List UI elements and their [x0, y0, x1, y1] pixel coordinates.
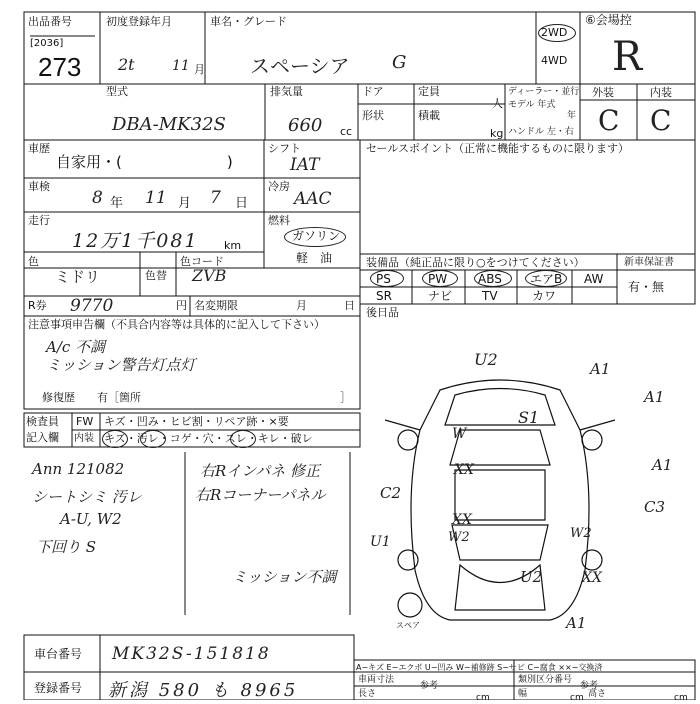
- recycle-label: R券: [28, 299, 47, 312]
- mark-a1-d: A1: [566, 614, 587, 632]
- inspector-label1: 検査員: [26, 415, 59, 428]
- model: DBA-MK32S: [112, 114, 226, 135]
- mark-a1-a: A1: [590, 360, 611, 378]
- cc-unit: cc: [340, 125, 353, 138]
- expiry-label: 名変期限: [194, 299, 238, 312]
- interior-grade: C: [650, 104, 672, 137]
- drive-4wd: 4WD: [541, 54, 568, 67]
- equip-airbag: エアB: [530, 272, 563, 286]
- repair-close: ］: [340, 391, 351, 404]
- inspector-label2: 記入欄: [26, 431, 59, 444]
- mark-a1-b: A1: [644, 388, 665, 406]
- mark-xx-b: XX: [452, 512, 472, 528]
- car-name-label: 車名・グレード: [210, 15, 287, 28]
- mark-w: W: [452, 426, 467, 442]
- insp-month: 11: [145, 188, 167, 208]
- sales-point-label: セールスポイント（正常に機能するものに限ります）: [366, 142, 630, 155]
- inspector-row2: キズ・汚レ・コゲ・穴・スレ・キレ・破レ: [104, 432, 313, 445]
- mark-c2: C2: [380, 484, 402, 502]
- shift-label: シフト: [268, 142, 301, 155]
- memo-left3: A-U, W2: [60, 510, 122, 528]
- equip-navi: ナビ: [428, 289, 453, 303]
- car-name: スペーシア: [250, 54, 350, 78]
- mark-u2-bottom: U2: [520, 568, 543, 586]
- len-cm: cm: [476, 693, 490, 703]
- capacity-label: 定員: [418, 85, 440, 98]
- hgt-cm: cm: [674, 693, 688, 703]
- car-diagram: [380, 370, 620, 630]
- mark-u2-top: U2: [474, 350, 498, 369]
- exterior-label: 外装: [592, 86, 614, 99]
- drive-2wd: 2WD: [541, 26, 568, 39]
- eval-score: R: [612, 34, 643, 80]
- notes-line1: A/c 不調: [46, 338, 106, 356]
- notes-label: 注意事項申告欄（不具合内容等は具体的に記入して下さい）: [28, 318, 325, 331]
- first-reg-label: 初度登録年月: [106, 15, 172, 28]
- ac-label: 冷房: [268, 180, 290, 193]
- equip-aw: AW: [584, 272, 604, 286]
- ref-label-1: 参考: [420, 681, 439, 691]
- chassis: MK32S-151818: [112, 644, 271, 664]
- color-label: 色: [28, 255, 39, 268]
- first-reg-unit: 月: [194, 63, 205, 76]
- grade: G: [392, 52, 407, 73]
- memo-right3: ミッション不調: [232, 568, 337, 586]
- ref-label-2: 参考: [580, 681, 599, 691]
- load-label: 積載: [418, 109, 440, 122]
- insp-year-unit: 年: [110, 196, 124, 211]
- usage: 自家用・( ): [56, 153, 233, 171]
- exterior-grade: C: [598, 104, 620, 137]
- paint-label: 色替: [145, 269, 167, 282]
- model-label: 型式: [106, 85, 128, 98]
- equip-leather: カワ: [532, 289, 557, 303]
- interior-label: 内装: [650, 86, 672, 99]
- day-unit: 日: [344, 299, 355, 312]
- class-label: 類別区分番号: [518, 675, 573, 685]
- memo-left2: シートシミ 汚レ: [32, 488, 142, 506]
- mark-a1-c: A1: [652, 456, 673, 474]
- mileage: 12万1千081: [72, 230, 199, 252]
- insp-month-unit: 月: [178, 196, 192, 211]
- hgt-label: 高さ: [588, 689, 607, 699]
- first-reg-month: 11: [172, 58, 190, 74]
- inspector-nk: 内装: [74, 433, 94, 444]
- equip-ps: PS: [376, 272, 391, 286]
- wid-label: 幅: [518, 689, 528, 699]
- shift: IAT: [290, 155, 320, 175]
- inspector-row1: キズ・凹み・ヒビ割・リペア跡・×要: [104, 415, 289, 428]
- door-label: ドア: [362, 85, 384, 98]
- usage-label: 車歴: [28, 142, 50, 155]
- yen-unit: 円: [176, 299, 187, 312]
- insp-day: 7: [210, 188, 221, 208]
- new-warranty: 有・無: [628, 280, 665, 294]
- equipment-label: 装備品（純正品に限り○をつけてください）: [366, 256, 585, 269]
- memo-right1: 右Rインパネ 修正: [200, 462, 321, 480]
- wid-cm: cm: [570, 693, 584, 703]
- notes-line2: ミッション警告灯点灯: [46, 356, 196, 374]
- chassis-label: 車台番号: [34, 647, 83, 661]
- lot-no-sub: [2036]: [30, 38, 64, 49]
- equip-abs: ABS: [478, 272, 502, 286]
- spare-label: スペア: [396, 621, 420, 630]
- capacity-unit: 人: [492, 97, 503, 110]
- color-code: ZVB: [192, 266, 227, 285]
- after-label: 後日品: [366, 306, 399, 319]
- displacement: 660: [288, 115, 323, 136]
- reg: 新潟 580 も 8965: [108, 680, 299, 701]
- memo-left4: 下回り S: [36, 538, 97, 556]
- insp-day-unit: 日: [235, 196, 249, 211]
- len-label: 長さ: [358, 689, 377, 699]
- color: ミドリ: [55, 268, 101, 286]
- color-code-label: 色コード: [180, 255, 224, 268]
- fuel-gas: ガソリン: [292, 229, 341, 243]
- memo-right2: 右Rコーナーパネル: [195, 486, 326, 504]
- insp-year: 8: [92, 188, 103, 208]
- km-unit: km: [224, 239, 242, 252]
- mark-c3: C3: [644, 498, 666, 516]
- equip-tv: TV: [482, 289, 498, 303]
- mark-s1: S1: [518, 408, 540, 427]
- fuel-diesel: 軽 油: [296, 251, 333, 265]
- inspector-fw: FW: [76, 415, 94, 428]
- load-unit: kg: [490, 127, 504, 140]
- memo-left1: Ann 121082: [32, 460, 125, 478]
- mark-xx-a: XX: [454, 462, 474, 478]
- lot-no-label: 出品番号: [28, 15, 72, 28]
- first-reg-year: 2t: [118, 55, 135, 74]
- equip-sr: SR: [376, 289, 392, 303]
- top-right: ⑥会場控: [585, 13, 632, 27]
- inspection-label: 車検: [28, 180, 50, 193]
- month-unit: 月: [296, 299, 307, 312]
- fuel-label: 燃料: [268, 214, 290, 227]
- mark-w2-b: W2: [570, 526, 592, 541]
- equip-pw: PW: [428, 272, 448, 286]
- recycle: 9770: [70, 296, 114, 316]
- mark-xx-c: XX: [582, 570, 602, 586]
- year-unit: 年: [567, 111, 577, 121]
- dealer-label: ディーラー・並行: [508, 87, 580, 97]
- mileage-label: 走行: [28, 214, 50, 227]
- displacement-label: 排気量: [270, 85, 303, 98]
- shape-label: 形状: [362, 109, 384, 122]
- ac: AAC: [294, 189, 332, 209]
- lot-no: 273: [38, 52, 82, 82]
- mark-w2-a: W2: [448, 530, 470, 545]
- legend: A−キズ E−エクボ U−凹み W−補修跡 S−サビ C−腐食 ××−交換済: [356, 663, 603, 672]
- repair-label: 修復歴 有［箇所: [42, 391, 141, 404]
- new-warranty-label: 新車保証書: [624, 257, 674, 268]
- mark-u1: U1: [370, 534, 391, 550]
- handle-label: ハンドル 左・右: [508, 127, 574, 137]
- model-year-label: モデル 年式: [508, 100, 556, 110]
- reg-label: 登録番号: [34, 681, 83, 695]
- dim-label: 車両寸法: [358, 675, 395, 685]
